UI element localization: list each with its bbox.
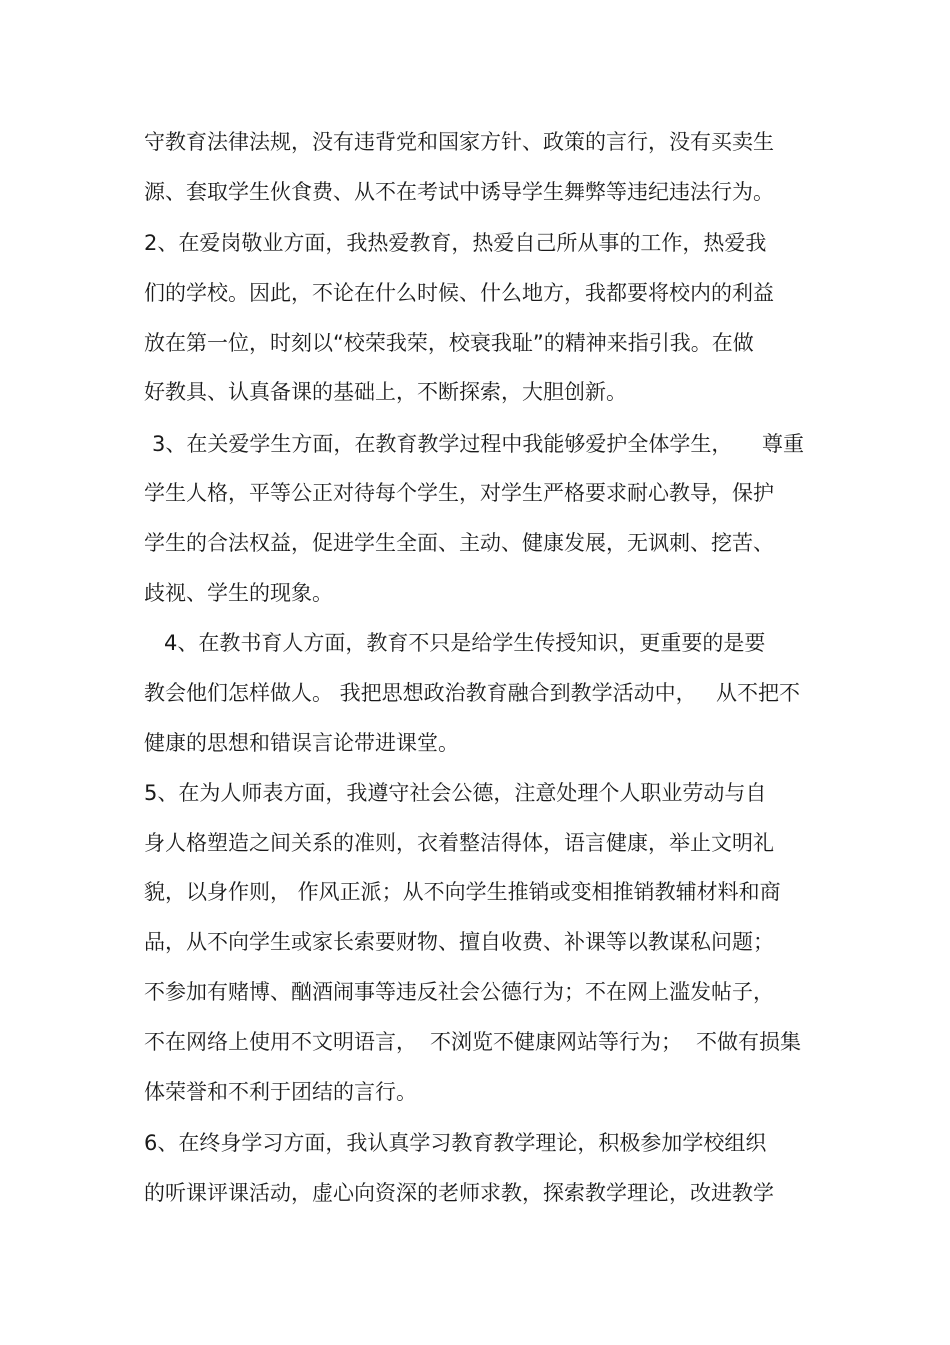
text-line: 不浏览不健康网站等行为； — [430, 1030, 682, 1054]
text-line: 守教育法律法规，没有违背党和国家方针、政策的言行，没有买卖生 — [144, 130, 774, 154]
text-line: 源、套取学生伙食费、从不在考试中诱导学生舞弊等违纪违法行为。 — [144, 180, 774, 204]
text-line: 2、在爱岗敬业方面，我热爱教育，热爱自己所从事的工作，热爱我 — [144, 231, 767, 255]
text-line: 歧视、学生的现象。 — [144, 581, 333, 605]
text-line: 6、在终身学习方面，我认真学习教育教学理论，积极参加学校组织 — [144, 1131, 767, 1155]
text-line: 好教具、认真备课的基础上，不断探索，大胆创新。 — [144, 380, 627, 404]
text-line: 不参加有赌博、酗酒闹事等违反社会公德行为；不在网上滥发帖子， — [144, 980, 774, 1004]
text-line: 从不把不 — [716, 681, 800, 705]
text-line: 们的学校。因此，不论在什么时候、什么地方，我都要将校内的利益 — [144, 281, 774, 305]
text-line: 3、在关爱学生方面，在教育教学过程中我能够爱护全体学生， — [152, 432, 733, 456]
text-line: 的听课评课活动，虚心向资深的老师求教，探索教学理论，改进教学 — [144, 1181, 774, 1205]
text-line: 学生的合法权益，促进学生全面、主动、健康发展，无讽刺、挖苦、 — [144, 531, 774, 555]
text-line: 4、在教书育人方面，教育不只是给学生传授知识，更重要的是要 — [164, 631, 766, 655]
text-line: 5、在为人师表方面，我遵守社会公德，注意处理个人职业劳动与自 — [144, 781, 767, 805]
text-line: 体荣誉和不利于团结的言行。 — [144, 1080, 417, 1104]
text-line: 身人格塑造之间关系的准则，衣着整洁得体，语言健康，举止文明礼 — [144, 831, 774, 855]
text-line: 尊重 — [762, 432, 804, 456]
text-line: 健康的思想和错误言论带进课堂。 — [144, 731, 459, 755]
text-line: 教会他们怎样做人。 我把思想政治教育融合到教学活动中， — [144, 681, 697, 705]
text-line: 貌，以身作则， 作风正派；从不向学生推销或变相推销教辅材料和商 — [144, 880, 781, 904]
text-line: 不在网络上使用不文明语言， — [144, 1030, 417, 1054]
text-line: 学生人格，平等公正对待每个学生，对学生严格要求耐心教导，保护 — [144, 481, 774, 505]
text-line: 放在第一位，时刻以“校荣我荣，校衰我耻”的精神来指引我。在做 — [144, 331, 754, 355]
text-line: 品，从不向学生或家长索要财物、擅自收费、补课等以教谋私问题； — [144, 930, 774, 954]
text-line: 不做有损集 — [696, 1030, 801, 1054]
